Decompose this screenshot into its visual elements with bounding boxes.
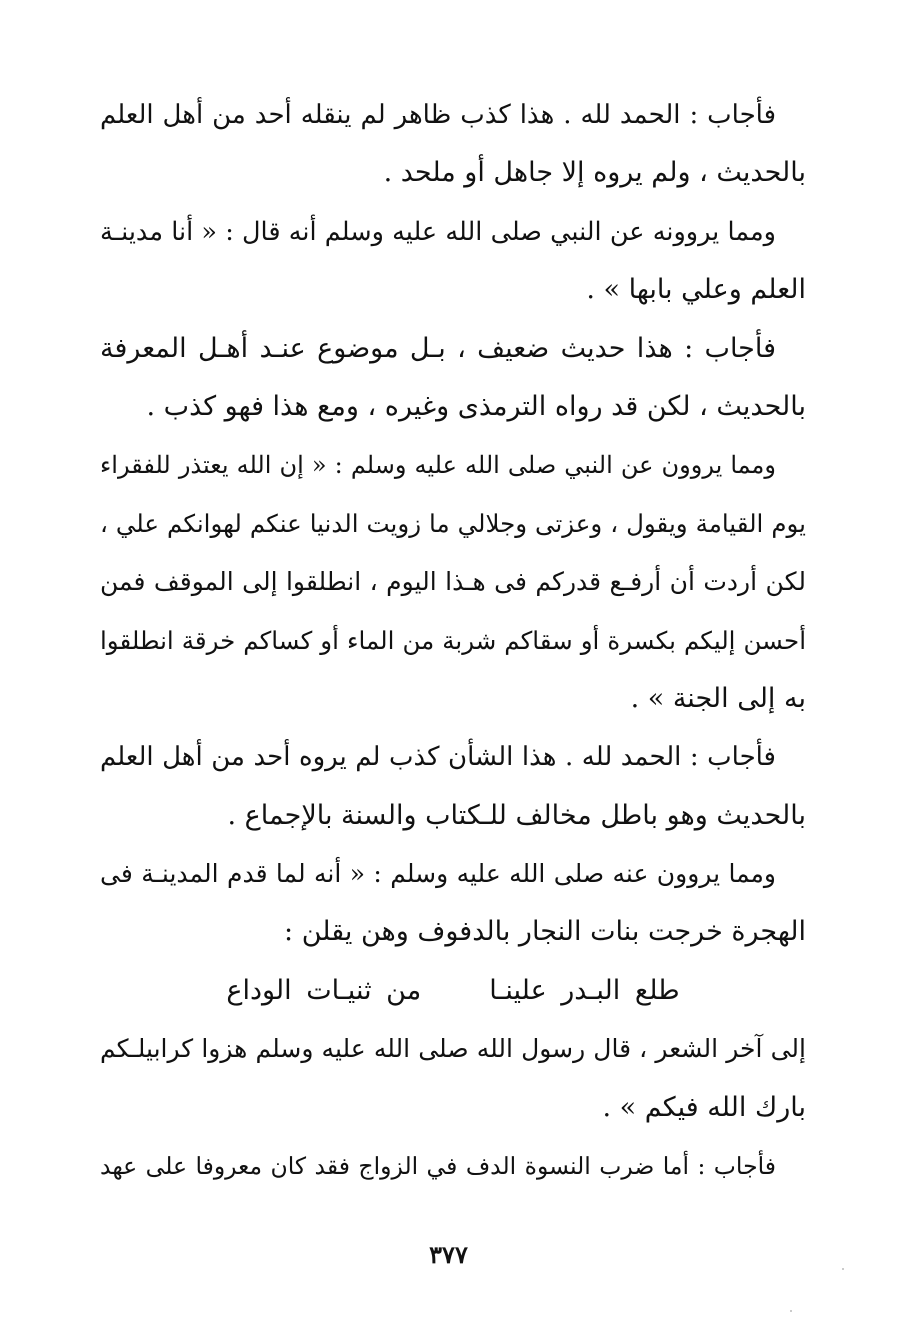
verse-line [100, 962, 806, 1020]
text-line: إلى آخر الشعر ، قال رسول الله صلى الله عليه وسلم هزوا كرابيلـكم [100, 1034, 806, 1064]
text-line: الهجرة خرجت بنات النجار بالدفوف وهن يقلن : [284, 916, 806, 948]
verse-second-hemistich: من ثنيـات الوداع [226, 974, 422, 1006]
text-line: ومما يروون عن النبي صلى الله عليه وسلم : « إن الله يعتذر للفقراء [100, 451, 776, 480]
text-line: بالحديث ، ولم يروه إلا جاهل أو ملحد . [383, 157, 806, 189]
scan-speck [842, 1268, 844, 1270]
page-number: ٣٧٧ [429, 1240, 468, 1269]
verse-first-hemistich: طلع البـدر علينـا [489, 974, 680, 1006]
text-line: فأجاب : هذا حديث ضعيف ، بـل موضوع عنـد أهـل المعرفة [100, 332, 776, 364]
text-line: بالحديث وهو باطل مخالف للـكتاب والسنة بالإجماع . [227, 799, 806, 831]
text-line: فأجاب : الحمد لله . هذا الشأن كذب لم يروه أحد من أهل العلم [100, 742, 776, 773]
text-line: لكن أردت أن أرفـع قدركم فى هـذا اليوم ، انطلقوا إلى الموقف فمن [100, 567, 806, 597]
body-text [100, 86, 806, 1195]
scan-speck [790, 1310, 792, 1312]
text-line: ومما يروونه عن النبي صلى الله عليه وسلم أنه قال : « أنا مدينـة [100, 216, 776, 247]
text-line: العلم وعلي بابها » . [586, 274, 806, 306]
text-line: ومما يروون عنه صلى الله عليه وسلم : « أنه لما قدم المدينـة فى [100, 859, 776, 889]
text-line: يوم القيامة ويقول ، وعزتى وجلالي ما زويت الدنيا عنكم لهوانكم علي ، [100, 508, 806, 538]
text-line: أحسن إليكم بكسرة أو سقاكم شربة من الماء أو كساكم خرقة انطلقوا [100, 625, 806, 655]
text-line: بارك الله فيكم » . [602, 1091, 806, 1123]
text-line: فأجاب : أما ضرب النسوة الدف في الزواج فقد كان معروفا على عهد [100, 1152, 776, 1181]
text-line: بالحديث ، لكن قد رواه الترمذى وغيره ، ومع هذا فهو كذب . [146, 390, 806, 422]
text-line: به إلى الجنة » . [630, 682, 806, 714]
text-line: فأجاب : الحمد لله . هذا كذب ظاهر لم ينقله أحد من أهل العلم [100, 100, 776, 130]
